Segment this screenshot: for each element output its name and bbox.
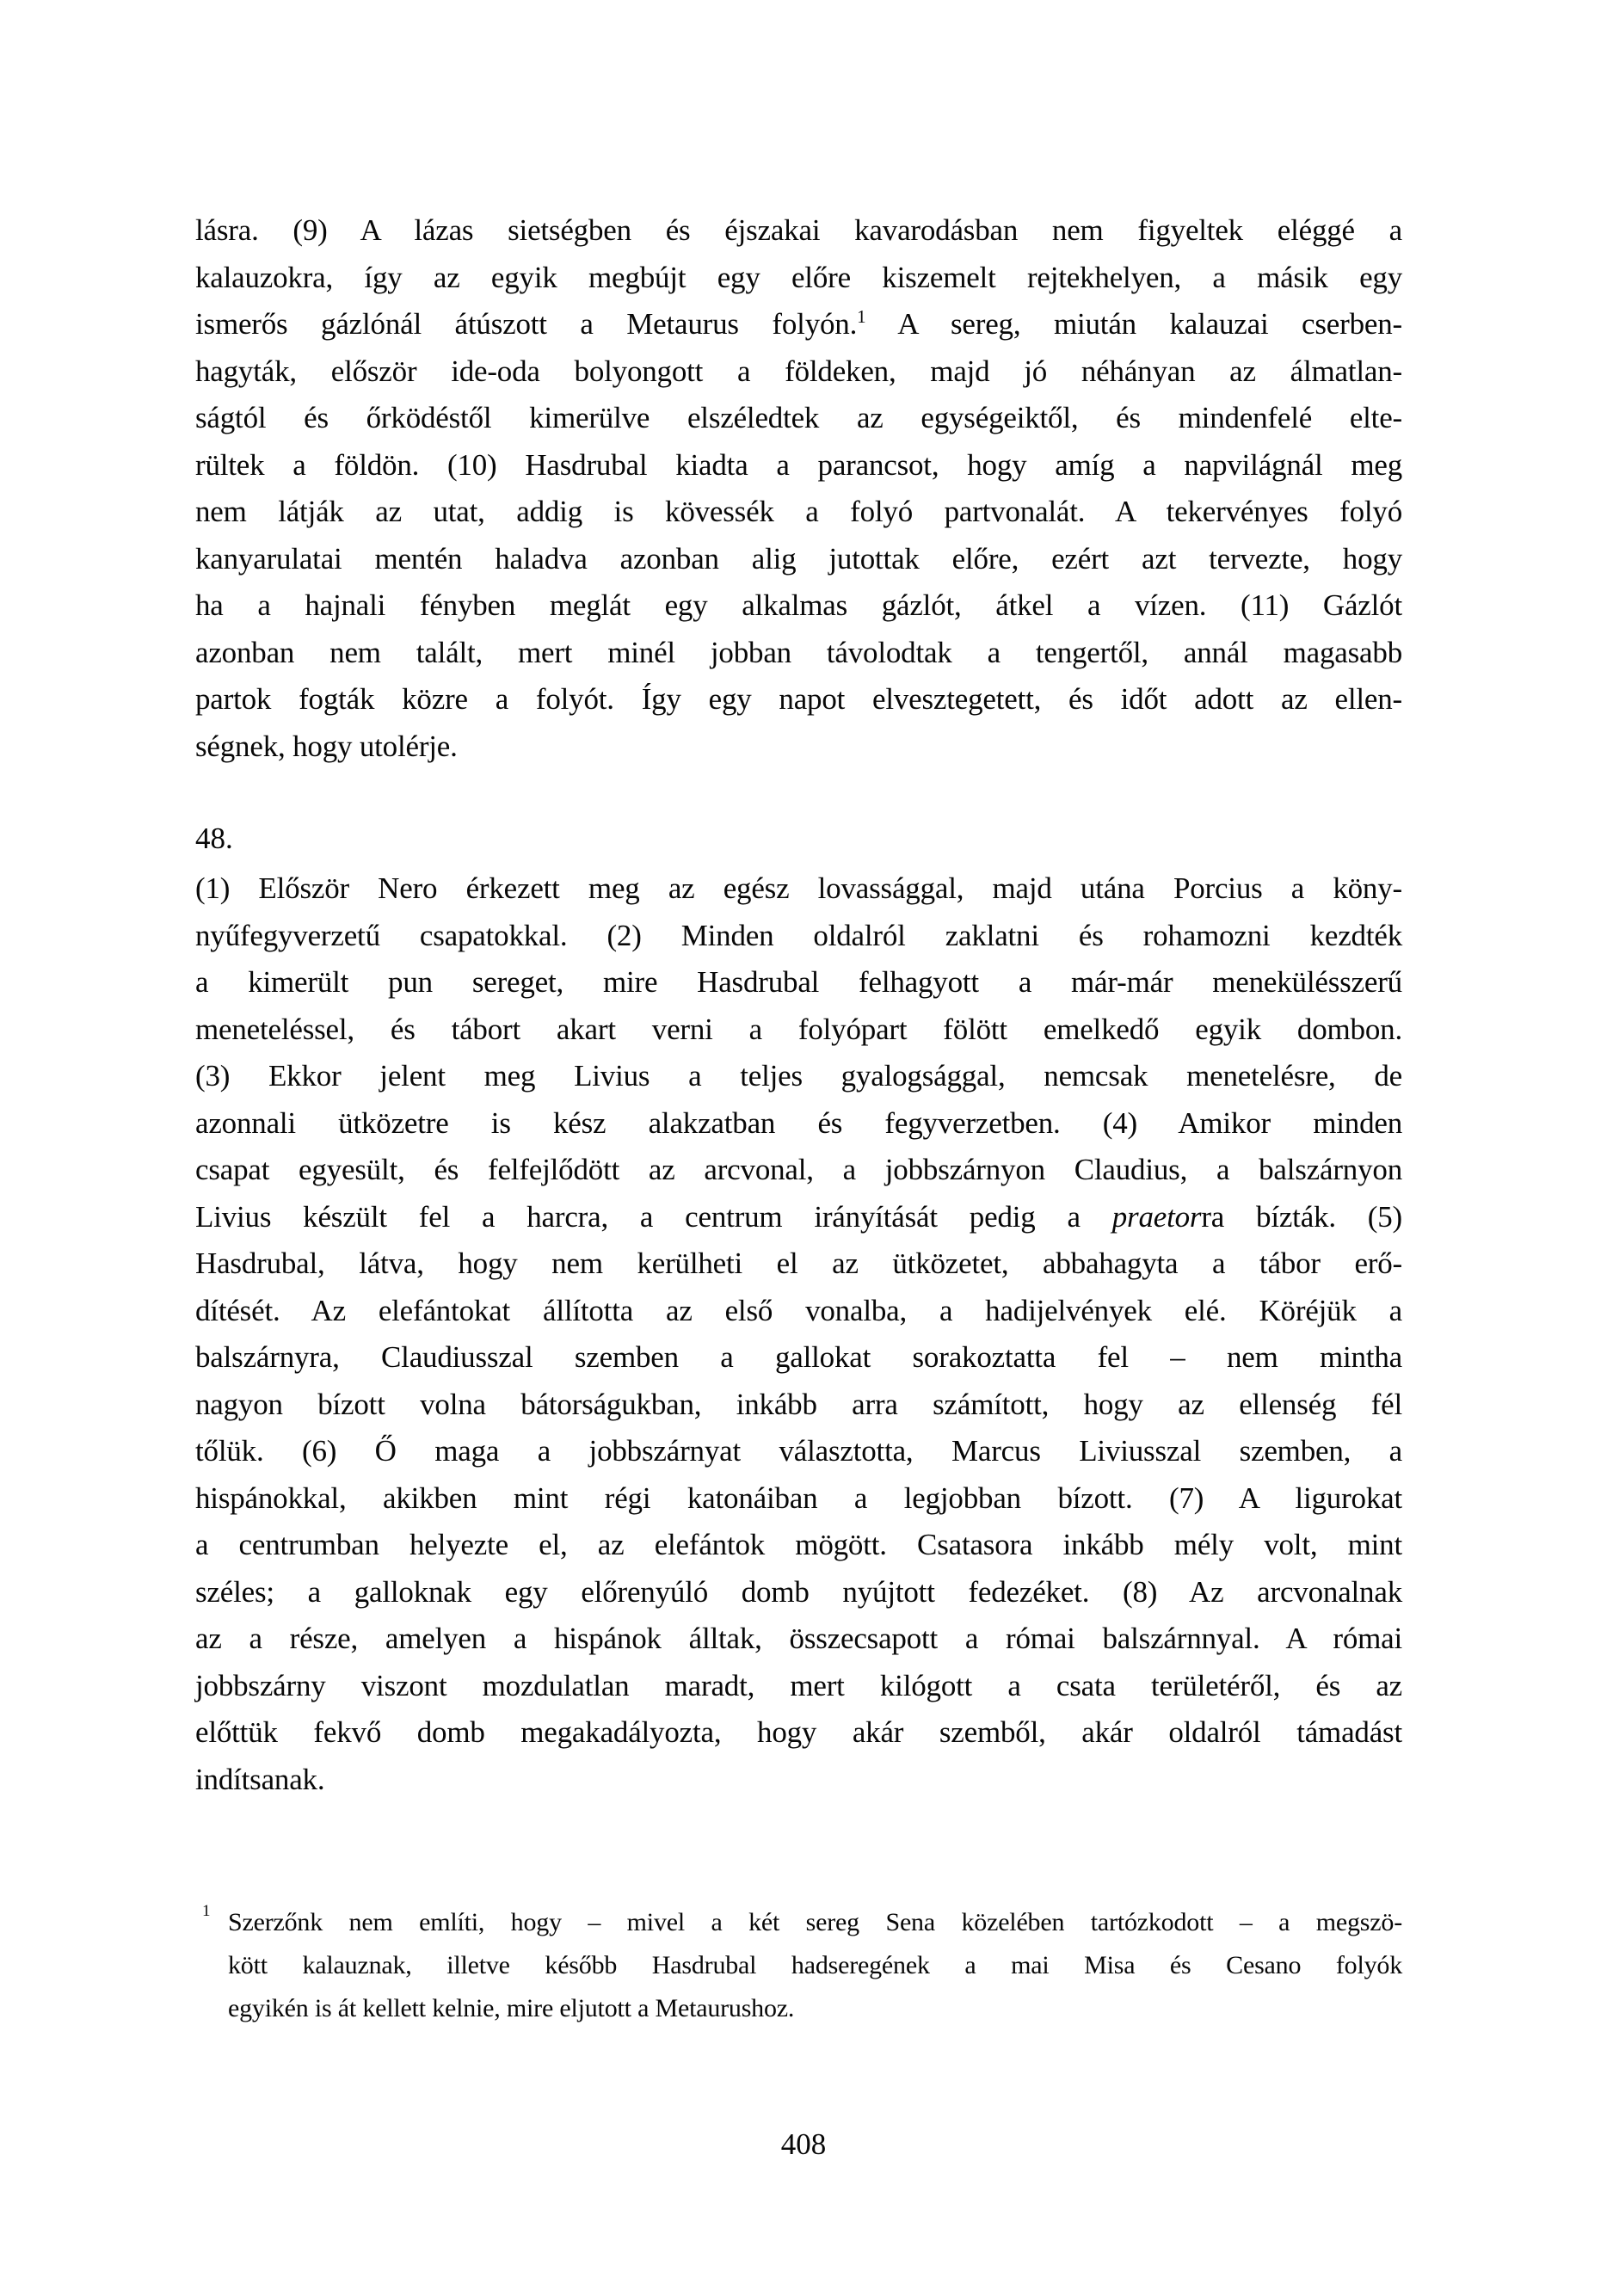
text-segment: A sereg, miután kalauzai cserben-	[865, 307, 1402, 341]
footnote-ref-1: 1	[857, 306, 866, 327]
footnote-marker: 1	[202, 1902, 211, 1920]
text-line-with-footnote-ref	[195, 301, 1402, 348]
text-line: indítsanak.	[195, 1762, 325, 1796]
text-line: nem látják az utat, addig is kövessék a folyó partvonalát. A tekervényes folyó	[195, 495, 1402, 528]
text-line: a centrumban helyezte el, az elefántok mögött. Csatasora inkább mély volt, mint	[195, 1528, 1402, 1561]
section-number: 48.	[195, 822, 233, 855]
text-line: tőlük. (6) Ő maga a jobbszárnyat választotta, Marcus Liviusszal szemben, a	[195, 1434, 1402, 1468]
footnote	[195, 1901, 1402, 2030]
text-line: Hasdrubal, látva, hogy nem kerülheti el az ütközetet, abbahagyta a tábor erő-	[195, 1246, 1402, 1280]
footnote-line: kött kalauznak, illetve később Hasdrubal hadseregének a mai Misa és Cesano folyók	[228, 1951, 1402, 1979]
text-line: hagyták, először ide-oda bolyongott a földeken, majd jó néhányan az álmatlan-	[195, 354, 1402, 388]
text-line: dítését. Az elefántokat állította az első vonalba, a hadijelvények elé. Köréjük a	[195, 1293, 1402, 1327]
text-line: jobbszárny viszont mozdulatlan maradt, mert kilógott a csata területéről, és az	[195, 1668, 1402, 1702]
footnote-line: egyikén is át kellett kelnie, mire eljutott a Metaurushoz.	[228, 1994, 795, 2022]
text-line: hispánokkal, akikben mint régi katonáiban a legjobban bízott. (7) A ligurokat	[195, 1480, 1402, 1515]
paragraph-section-48	[195, 865, 1402, 1803]
text-line: a kimerült pun sereget, mire Hasdrubal felhagyott a már-már menekülésszerű	[195, 965, 1402, 999]
text-line-with-latin-term	[195, 1194, 1402, 1241]
text-line: nagyon bízott volna bátorságukban, inkább arra számított, hogy az ellenség fél	[195, 1387, 1402, 1421]
text-line: (3) Ekkor jelent meg Livius a teljes gyalogsággal, nemcsak menetelésre, de	[195, 1059, 1402, 1093]
text-line: nyűfegyverzetű csapatokkal. (2) Minden oldalról zaklatni és rohamozni kezdték	[195, 918, 1402, 952]
footnote-line	[202, 1901, 1402, 1944]
text-line: előttük fekvő domb megakadályozta, hogy akár szemből, akár oldalról támadást	[195, 1715, 1402, 1749]
text-line: az a része, amelyen a hispánok álltak, összecsapott a római balszárnnyal. A római	[195, 1622, 1402, 1655]
text-line: ségnek, hogy utolérje.	[195, 729, 458, 763]
paragraph-continuation	[195, 207, 1402, 770]
text-line: lásra. (9) A lázas sietségben és éjszakai kavarodásban nem figyeltek eléggé a	[195, 213, 1402, 247]
text-line: rültek a földön. (10) Hasdrubal kiadta a parancsot, hogy amíg a napvilágnál meg	[195, 447, 1402, 482]
text-line: azonnali ütközetre is kész alakzatban és fegyverzetben. (4) Amikor minden	[195, 1105, 1402, 1140]
text-line: (1) Először Nero érkezett meg az egész lovassággal, majd utána Porcius a köny-	[195, 871, 1402, 905]
text-line: ha a hajnali fényben meglát egy alkalmas gázlót, átkel a vízen. (11) Gázlót	[195, 588, 1402, 622]
text-line: kanyarulatai mentén haladva azonban alig jutottak előre, ezért azt tervezte, hogy	[195, 541, 1402, 576]
text-line: balszárnyra, Claudiusszal szemben a gallokat sorakoztatta fel – nem mintha	[195, 1340, 1402, 1374]
text-line: meneteléssel, és tábort akart verni a folyópart fölött emelkedő egyik dombon.	[195, 1012, 1402, 1046]
text-segment: ra bízták. (5)	[1201, 1199, 1403, 1234]
text-line: azonban nem talált, mert minél jobban távolodtak a tengertől, annál magasabb	[195, 635, 1402, 669]
text-segment: ismerős gázlónál átúszott a Metaurus folyón.	[195, 307, 858, 341]
latin-term-italic: praetor	[1111, 1199, 1202, 1234]
text-line: csapat egyesült, és felfejlődött az arcvonal, a jobbszárnyon Claudius, a balszárnyon	[195, 1153, 1402, 1186]
text-line: széles; a galloknak egy előrenyúló domb nyújtott fedezéket. (8) Az arcvonalnak	[195, 1574, 1402, 1609]
section-heading-block	[195, 816, 1402, 863]
text-segment: Livius készült fel a harcra, a centrum irányítását pedig a	[195, 1199, 1112, 1234]
page-number: 408	[780, 2127, 827, 2161]
text-line: partok fogták közre a folyót. Így egy napot elvesztegetett, és időt adott az ellen-	[195, 682, 1402, 716]
footnote-text: Szerzőnk nem említi, hogy – mivel a két sereg Sena közelében tartózkodott – a megszö-	[228, 1908, 1402, 1936]
text-line: kalauzokra, így az egyik megbújt egy előre kiszemelt rejtekhelyen, a másik egy	[195, 260, 1402, 294]
text-line: ságtól és őrködéstől kimerülve elszéledtek az egységeiktől, és mindenfelé elte-	[195, 401, 1402, 434]
